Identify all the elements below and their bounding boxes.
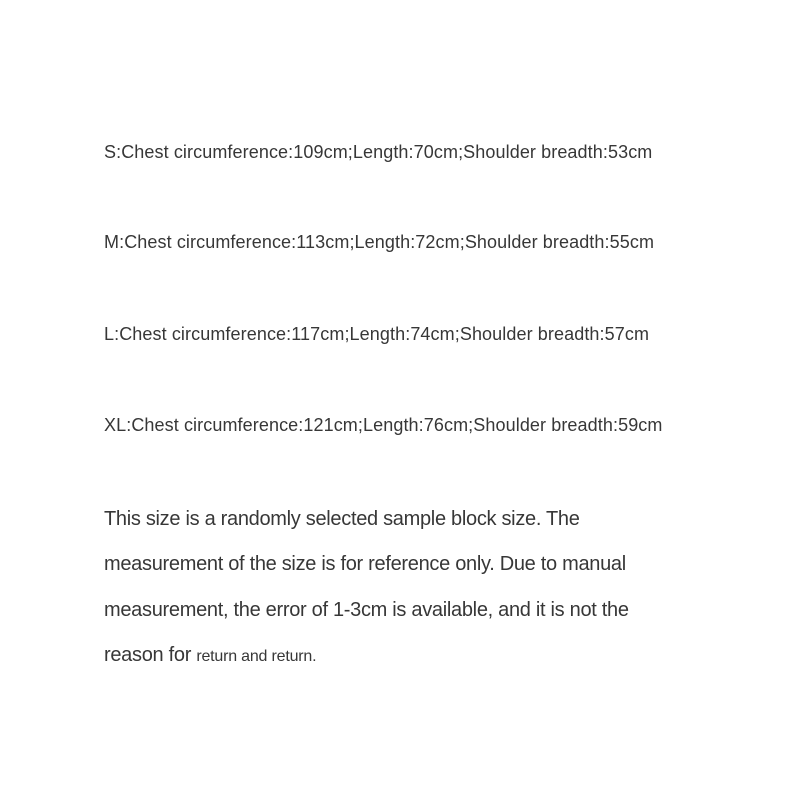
size-row-m: M:Chest circumference:113cm;Length:72cm;Shoulder breadth:55cm: [104, 232, 655, 252]
note-line-4-large-text: reason for: [104, 644, 197, 666]
note-line-3: measurement, the error of 1-3cm is available, and it is not the: [104, 599, 629, 621]
size-row-l: L:Chest circumference:117cm;Length:74cm;Shoulder breadth:57cm: [104, 324, 650, 344]
size-row-xl: XL:Chest circumference:121cm;Length:76cm;Shoulder breadth:59cm: [104, 415, 663, 435]
note-line-4-small-text: return and return.: [196, 648, 317, 665]
note-line-2: measurement of the size is for reference only. Due to manual: [104, 553, 626, 575]
note-line-1: This size is a randomly selected sample block size. The: [104, 508, 580, 530]
note-line-4: [104, 642, 316, 670]
size-row-s: S:Chest circumference:109cm;Length:70cm;Shoulder breadth:53cm: [104, 142, 653, 162]
